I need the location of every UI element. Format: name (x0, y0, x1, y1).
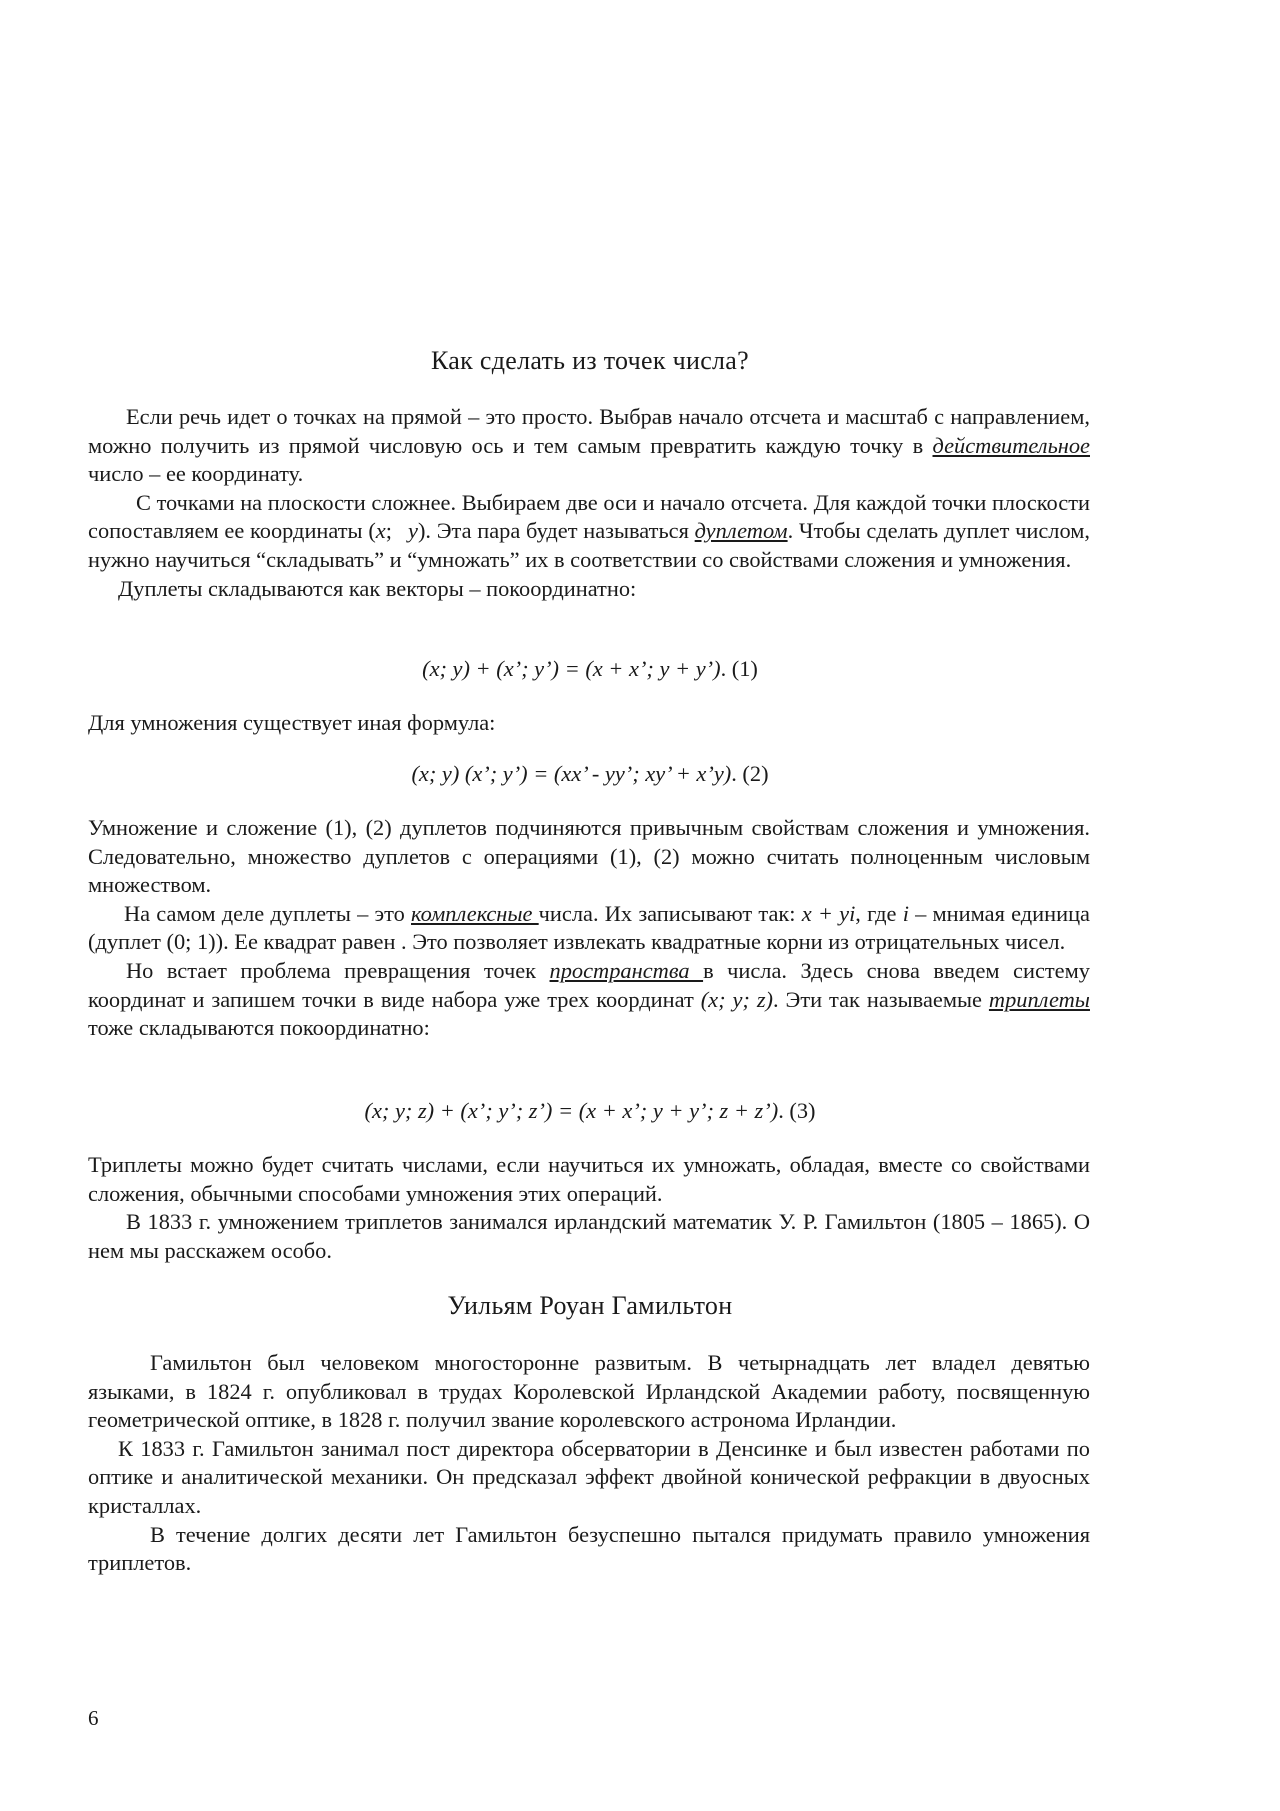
term-duplet: дуплетом (694, 518, 788, 544)
text-block-complex (88, 814, 1090, 1043)
text-block-multiplication (88, 709, 1090, 738)
term-complex: комплексные (411, 900, 539, 926)
page-number: 6 (88, 1706, 99, 1730)
text-block-intro (88, 403, 1090, 603)
paragraph-triplets-numbers: Триплеты можно будет считать числами, если научиться их умножать, обладая, вместе со свойствами сложения, обычными способами умножения этих операций. (88, 1152, 1090, 1206)
text-block-triplets (88, 1151, 1090, 1265)
formula-1: (x; y) + (x’; y’) = (x + x’; y + y’). (1) (422, 656, 758, 681)
paragraph-duplet-addition: Дуплеты складываются как векторы – покоординатно: (118, 575, 637, 601)
term-triplet: триплеты (988, 986, 1090, 1012)
paragraph-properties: Умножение и сложение (1), (2) дуплетов подчиняются привычным свойствам сложения и умножения. Следовательно, множество дуплетов с операциями (1), (2) можно считать полноценным числовым множеством. (88, 815, 1090, 898)
term-space: пространства (549, 957, 704, 983)
paragraph-hamilton-observatory: К 1833 г. Гамильтон занимал пост директора обсерватории в Денсинке и был известен работами по оптике и аналитической механики. Он предсказал эффект двойной конической рефракции в двуосных кристаллах. (88, 1435, 1090, 1518)
term-real: действительное (932, 432, 1090, 458)
text-block-hamilton-bio (88, 1349, 1090, 1578)
formula-2: (x; y) (x’; y’) = (xx’ - yy’; xy’ + x’y). (2) (411, 761, 769, 786)
paragraph-multiplication-formula: Для умножения существует иная формула: (88, 710, 496, 735)
section-title-points-to-numbers: Как сделать из точек числа? (430, 346, 749, 375)
paragraph-plane-points: С точками на плоскости сложнее. Выбираем две оси и начало отсчета. Для каждой точки плоскости сопоставляем ее координаты (x; y). Эта пара будет называться дуплетом. Чтобы сделать дуплет числом, нужно научиться “складывать” и “умножать” их в соответствии со свойствами сложения и умножения. (88, 489, 1090, 572)
paragraph-space-points: Но встает проблема превращения точек пространства в числа. Здесь снова введем систему координат и запишем точки в виде набора уже трех координат (x; y; z). Эти так называемые триплеты тоже складываются покоординатно: (88, 957, 1090, 1041)
paragraph-hamilton-1833: В 1833 г. умножением триплетов занимался ирландский математик У. Р. Гамильтон (1805 – 1865). О нем мы расскажем особо. (88, 1209, 1090, 1263)
paragraph-line-points: Если речь идет о точках на прямой – это просто. Выбрав начало отсчета и масштаб с направлением, можно получить из прямой числовую ось и тем самым превратить каждую точку в действительное число – ее координату. (88, 404, 1090, 487)
paragraph-hamilton-triplets: В течение долгих десяти лет Гамильтон безуспешно пытался придумать правило умножения триплетов. (88, 1521, 1090, 1576)
paragraph-hamilton-languages: Гамильтон был человеком многосторонне развитым. В четырнадцать лет владел девятью языками, в 1824 г. опубликовал в трудах Королевской Ирландской Академии работу, посвященную геометрической оптике, в 1828 г. получил звание королевского астронома Ирландии. (88, 1350, 1090, 1433)
formula-3: (x; y; z) + (x’; y’; z’) = (x + x’; y + y’; z + z’). (3) (364, 1098, 816, 1123)
section-title-hamilton: Уильям Роуан Гамильтон (447, 1291, 733, 1320)
paragraph-complex-numbers: На самом деле дуплеты – это комплексные числа. Их записывают так: x + yi, где i – мнимая единица (дуплет (0; 1)). Ее квадрат равен . Это позволяет извлекать квадратные корни из отрицательных чисел. (88, 900, 1090, 955)
